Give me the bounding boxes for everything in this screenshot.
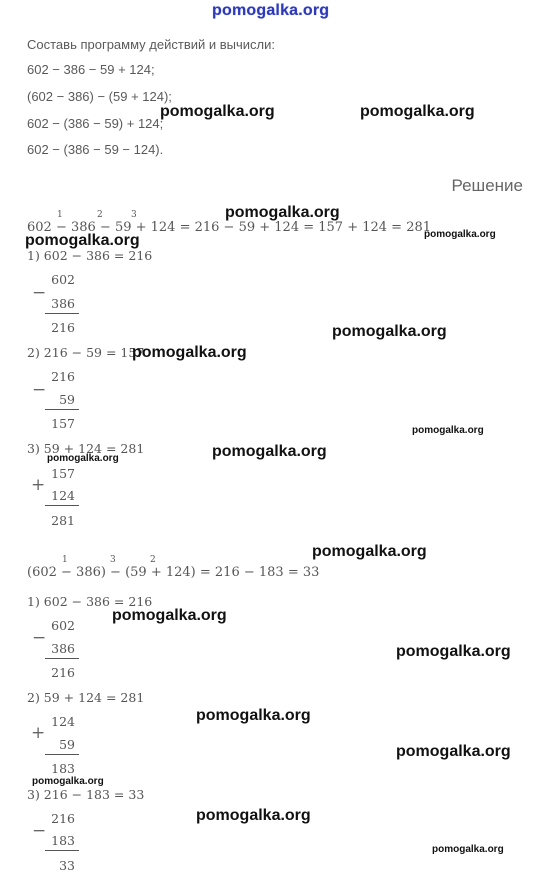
- step-label: 3) 59 + 124 = 281: [27, 441, 145, 456]
- column-top: 216: [51, 811, 75, 826]
- solution-expression-1: 602 − 386 − 59 + 124 = 216 − 59 + 124 = 157 + 124 = 281: [27, 220, 432, 235]
- order-mark-3: 3: [131, 210, 137, 220]
- watermark: pomogalka.org: [432, 844, 504, 855]
- column-top: 124: [51, 714, 75, 729]
- watermark: pomogalka.org: [112, 607, 227, 624]
- operation-sign: −: [32, 628, 47, 648]
- solution-expression-2: (602 − 386) − (59 + 124) = 216 − 183 = 33: [27, 565, 320, 580]
- column-result: 33: [59, 858, 75, 873]
- task-expression-2: (602 − 386) − (59 + 124);: [27, 89, 172, 104]
- site-logo[interactable]: pomogalka.org: [212, 2, 330, 19]
- task-prompt: Составь программу действий и вычисли:: [27, 37, 275, 52]
- step-label: 2) 59 + 124 = 281: [27, 690, 145, 705]
- order-mark-1: 1: [62, 555, 68, 565]
- column-rule: [45, 658, 79, 659]
- watermark: pomogalka.org: [212, 443, 327, 460]
- watermark: pomogalka.org: [360, 103, 475, 120]
- operation-sign: +: [31, 475, 46, 495]
- watermark: pomogalka.org: [196, 707, 311, 724]
- operation-sign: +: [31, 723, 46, 743]
- column-top: 602: [51, 618, 75, 633]
- watermark: pomogalka.org: [412, 425, 484, 436]
- order-mark-3: 3: [110, 555, 116, 565]
- column-bottom: 386: [51, 641, 75, 656]
- task-expression-3: 602 − (386 − 59) + 124;: [27, 116, 164, 131]
- order-mark-2: 2: [150, 555, 156, 565]
- column-result: 216: [51, 665, 75, 680]
- watermark: pomogalka.org: [47, 453, 119, 464]
- column-bottom: 386: [51, 296, 75, 311]
- watermark: pomogalka.org: [132, 344, 247, 361]
- column-rule: [45, 850, 79, 851]
- watermark: pomogalka.org: [225, 204, 340, 221]
- order-mark-1: 1: [57, 210, 63, 220]
- step-label: 2) 216 − 59 = 157: [27, 345, 145, 360]
- step-label: 1) 602 − 386 = 216: [27, 248, 153, 263]
- operation-sign: −: [32, 283, 47, 303]
- watermark: pomogalka.org: [396, 743, 511, 760]
- watermark: pomogalka.org: [312, 543, 427, 560]
- column-result: 216: [51, 320, 75, 335]
- operation-sign: −: [32, 821, 47, 841]
- column-bottom: 59: [59, 392, 75, 407]
- column-rule: [45, 505, 79, 506]
- column-rule: [45, 313, 79, 314]
- column-result: 183: [51, 761, 75, 776]
- order-mark-2: 2: [97, 210, 103, 220]
- watermark: pomogalka.org: [160, 103, 275, 120]
- watermark: pomogalka.org: [32, 776, 104, 787]
- operation-sign: −: [32, 380, 47, 400]
- column-top: 216: [51, 369, 75, 384]
- step-label: 1) 602 − 386 = 216: [27, 594, 153, 609]
- column-bottom: 59: [59, 737, 75, 752]
- watermark: pomogalka.org: [332, 323, 447, 340]
- watermark: pomogalka.org: [196, 807, 311, 824]
- column-bottom: 124: [51, 488, 75, 503]
- column-top: 157: [51, 466, 75, 481]
- column-rule: [45, 754, 79, 755]
- solution-title: Решение: [451, 176, 523, 195]
- column-bottom: 183: [51, 833, 75, 848]
- watermark: pomogalka.org: [25, 232, 140, 249]
- task-expression-1: 602 − 386 − 59 + 124;: [27, 62, 155, 77]
- column-result: 281: [51, 513, 75, 528]
- task-expression-4: 602 − (386 − 59 − 124).: [27, 142, 164, 157]
- watermark: pomogalka.org: [424, 229, 496, 240]
- column-top: 602: [51, 272, 75, 287]
- column-result: 157: [51, 416, 75, 431]
- watermark: pomogalka.org: [396, 643, 511, 660]
- column-rule: [45, 409, 79, 410]
- step-label: 3) 216 − 183 = 33: [27, 787, 145, 802]
